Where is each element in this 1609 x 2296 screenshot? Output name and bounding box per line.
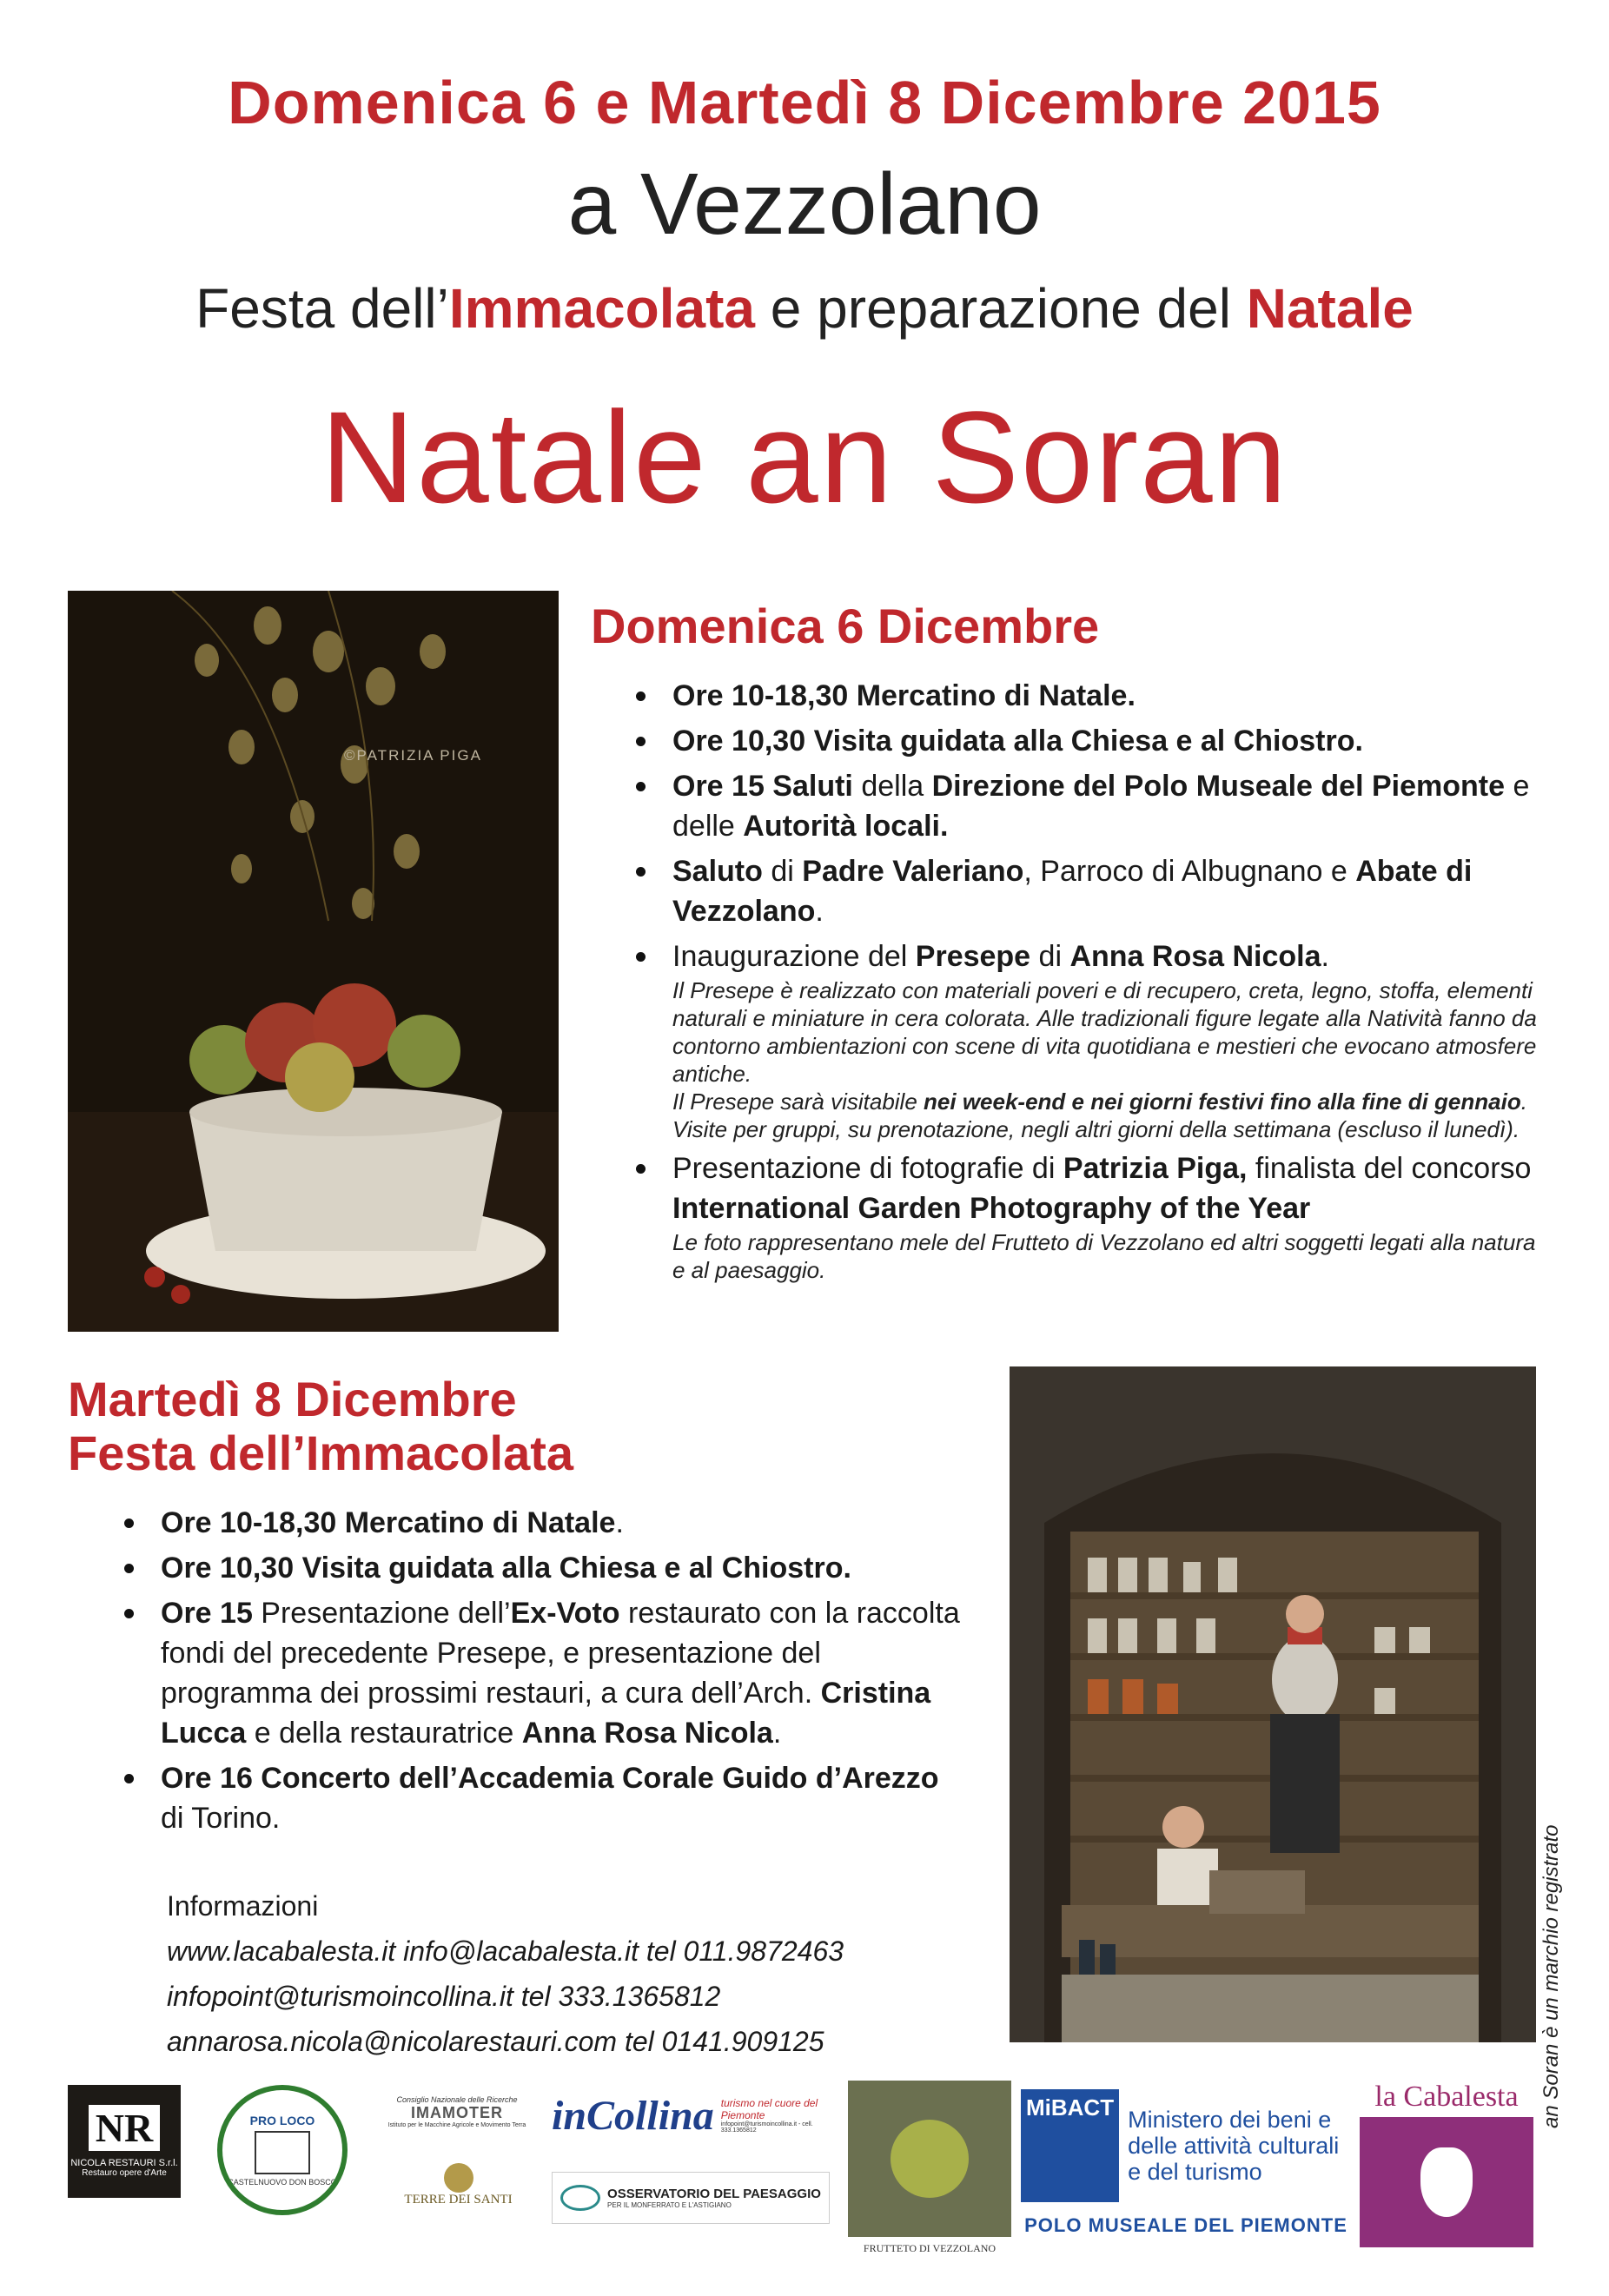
grape-icon <box>1360 2117 1533 2247</box>
cabalesta-name: la Cabalesta <box>1374 2081 1519 2113</box>
bullet-icon <box>636 867 646 877</box>
tuesday-program-list <box>109 1503 960 1843</box>
mibact-mark <box>1021 2089 1119 2202</box>
tuesday-heading: Martedì 8 Dicembre <box>68 1372 517 1426</box>
proloco-castelnuovo-logo <box>217 2085 348 2215</box>
incollina-tag: turismo nel cuore del Piemonte <box>720 2097 818 2121</box>
presepe-shop-photo <box>1010 1366 1536 2042</box>
incollina-contact: infopoint@turismoincollina.it - cell. 333.1365812 <box>720 2121 813 2134</box>
cnr-name: IMAMOTER <box>411 2104 503 2121</box>
list-item: Ore 10,30 Visita guidata alla Chiesa e al Chiostro. <box>620 721 1541 761</box>
osservatorio-name: OSSERVATORIO DEL PAESAGGIO <box>607 2187 821 2201</box>
mibact-polo-museale-logo <box>1021 2081 1351 2246</box>
incollina-name: inCollina <box>552 2092 714 2139</box>
bullet-icon <box>636 691 646 701</box>
trademark-note: an Soran è un marchio registrato <box>1539 1824 1563 2128</box>
contact-info <box>167 1883 949 2064</box>
contact-line-infopoint[interactable]: infopoint@turismoincollina.it tel 333.1365812 <box>167 1981 721 2012</box>
presepe-visit-note: Il Presepe sarà visitabile nei week-end e nei giorni festivi fino alla fine di gennaio. Visite per gruppi, su prenotazione, negli altri giorni della settimana (escluso il lunedì). <box>672 1088 1527 1142</box>
event-dates: Domenica 6 e Martedì 8 Dicembre 2015 <box>228 69 1381 136</box>
sunday-program-list <box>620 676 1541 1289</box>
terre-dei-santi-logo <box>382 2154 534 2215</box>
cnr-top: Consiglio Nazionale delle Ricerche <box>396 2095 518 2104</box>
bullet-icon <box>636 952 646 962</box>
list-item: Saluto di Padre Valeriano, Parroco di Albugnano e Abate di Vezzolano. <box>620 851 1541 931</box>
bullet-icon <box>124 1774 134 1783</box>
apple-bowl-photo <box>68 591 559 1332</box>
list-item: Ore 15 Saluti della Direzione del Polo Museale del Piemonte e delle Autorità locali. <box>620 766 1541 846</box>
list-item: Presentazione di fotografie di Patrizia Piga, finalista del concorso International Garden Photography of the Year Le foto rappresentano mele del Frutteto di Vezzolano ed altri soggetti legati alla natura e al paesaggio. <box>620 1148 1541 1284</box>
photo-note: Le foto rappresentano mele del Frutteto di Vezzolano ed altri soggetti legati alla natura e al paesaggio. <box>672 1229 1536 1283</box>
proloco-top: PRO LOCO <box>249 2114 315 2127</box>
nr-name: NICOLA RESTAURI S.r.l. <box>70 2158 178 2168</box>
list-item: Ore 10-18,30 Mercatino di Natale. <box>109 1503 960 1543</box>
bullet-icon <box>636 737 646 746</box>
cnr-imamoter-logo <box>382 2085 532 2139</box>
nr-sub: Restauro opere d'Arte <box>82 2168 167 2178</box>
contact-line-nicola[interactable]: annarosa.nicola@nicolarestauri.com tel 0141.909125 <box>167 2026 824 2057</box>
list-item: Inaugurazione del Presepe di Anna Rosa Nicola. Il Presepe è realizzato con materiali poveri e di recupero, creta, legno, stoffa, elementi naturali e miniature in cera colorata. Alle tradizionali figure legate alla Natività fanno da contorno ambientazioni con scene di vita quotidiana e mestieri che evocano atmosfere antiche. Il Presepe sarà visitabile nei week-end e nei giorni festivi fino alla fine di gennaio. Visite per gruppi, su prenotazione, negli altri giorni della settimana (escluso il lunedì). <box>620 936 1541 1143</box>
incollina-logo <box>552 2081 821 2150</box>
info-title: Informazioni <box>167 1890 319 1922</box>
la-cabalesta-logo <box>1360 2081 1533 2254</box>
list-item: Ore 15 Presentazione dell’Ex-Voto restaurato con la raccolta fondi del precedente Presepe, e presentazione del programma dei prossimi restauri, a cura dell’Arch. Cristina Lucca e della restauratrice Anna Rosa Nicola. <box>109 1593 960 1753</box>
frutteto-name: FRUTTETO DI VEZZOLANO <box>863 2242 997 2254</box>
nr-mark: NR <box>89 2105 160 2151</box>
bullet-icon <box>124 1519 134 1528</box>
proloco-ring: CASTELNUOVO DON BOSCO <box>228 2178 337 2187</box>
list-item: Ore 16 Concerto dell’Accademia Corale Guido d’Arezzo di Torino. <box>109 1758 960 1838</box>
grape-icon <box>444 2163 473 2193</box>
event-subtitle: Festa dell’Immacolata e preparazione del Natale <box>195 277 1414 340</box>
cnr-sub: Istituto per le Macchine Agricole e Movimento Terra <box>387 2122 526 2128</box>
ministero-name: Ministero dei beni e delle attività culturali e del turismo <box>1128 2107 1340 2185</box>
sunday-heading: Domenica 6 Dicembre <box>591 599 1100 653</box>
frutteto-image <box>848 2081 1011 2237</box>
presepe-note: Il Presepe è realizzato con materiali poveri e di recupero, creta, legno, stoffa, elementi naturali e miniature in cera colorata. Alle tradizionali figure legate alla Natività fanno da contorno ambientazioni con scene di vita quotidiana e mestieri che evocano atmosfere antiche. <box>672 977 1537 1087</box>
bullet-icon <box>636 782 646 791</box>
contact-line-cabalesta[interactable]: www.lacabalesta.it info@lacabalesta.it tel 011.9872463 <box>167 1935 844 1967</box>
terre-name: TERRE DEI SANTI <box>404 2192 513 2207</box>
bullet-icon <box>636 1164 646 1174</box>
list-item: Ore 10,30 Visita guidata alla Chiesa e al Chiostro. <box>109 1548 960 1588</box>
bullet-icon <box>124 1564 134 1573</box>
nicola-restauri-logo <box>68 2085 181 2198</box>
frutteto-vezzolano-logo <box>847 2081 1012 2263</box>
bullet-icon <box>124 1609 134 1618</box>
osservatorio-paesaggio-logo <box>552 2172 830 2224</box>
osservatorio-sub: PER IL MONFERRATO E L'ASTIGIANO <box>607 2201 732 2209</box>
poster-title: Natale an Soran <box>320 384 1289 530</box>
eye-icon <box>560 2185 600 2211</box>
mibact-label: MiBACT <box>1026 2094 1115 2121</box>
polo-museale-name: POLO MUSEALE DEL PIEMONTE <box>1024 2214 1347 2236</box>
photo-credit: ©PATRIZIA PIGA <box>344 747 482 764</box>
list-item: Ore 10-18,30 Mercatino di Natale. <box>620 676 1541 716</box>
event-place: a Vezzolano <box>567 155 1042 253</box>
castle-icon <box>255 2131 310 2174</box>
tuesday-subheading: Festa dell’Immacolata <box>68 1426 574 1480</box>
